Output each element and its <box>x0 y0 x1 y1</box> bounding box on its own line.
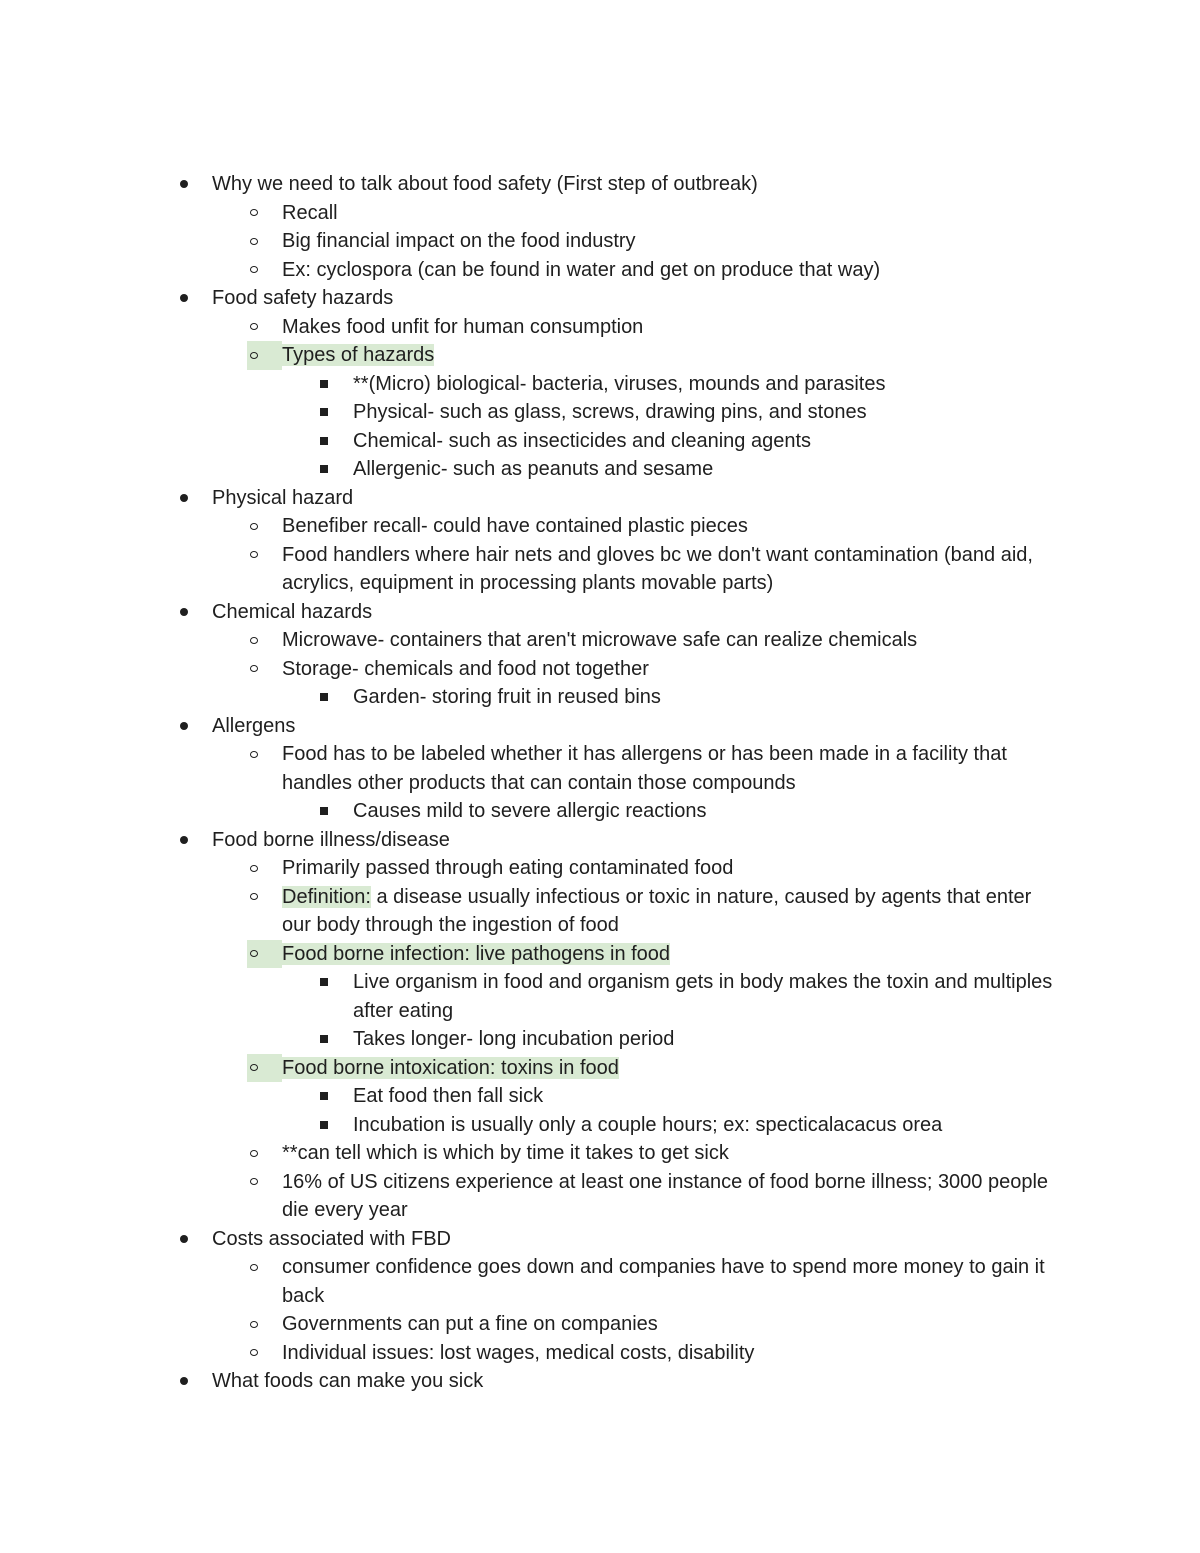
bullet-circle-icon <box>247 1054 282 1083</box>
list-item-text: Microwave- containers that aren't microwave safe can realize chemicals <box>282 629 918 651</box>
list-item <box>0 683 1200 712</box>
list-item <box>0 854 1200 883</box>
highlighted-term: Definition: <box>282 885 371 908</box>
list-item <box>0 455 1200 484</box>
list-item <box>0 227 1200 256</box>
list-item-text: Causes mild to severe allergic reactions <box>353 800 707 822</box>
bullet-dot-icon <box>174 712 194 741</box>
bullet-dot-icon <box>174 284 194 313</box>
bullet-dot-icon <box>174 170 194 199</box>
list-item <box>0 370 1200 399</box>
list-item <box>0 598 1200 627</box>
list-item-text: Food borne intoxication: toxins in food <box>282 1056 619 1079</box>
bullet-square-icon <box>314 1082 334 1111</box>
list-item-text: Physical hazard <box>212 486 354 509</box>
list-item-text: Benefiber recall- could have contained plastic pieces <box>282 515 748 537</box>
bullet-square-icon <box>314 427 334 456</box>
list-item-text: Chemical hazards <box>212 600 373 623</box>
list-item <box>0 1168 1200 1225</box>
list-item-text: Governments can put a fine on companies <box>282 1313 658 1335</box>
list-item-text: Food has to be labeled whether it has allergens or has been made in a facility that handles other products that can contain those compounds <box>282 743 1007 794</box>
list-item <box>0 1367 1200 1396</box>
list-item-text: Garden- storing fruit in reused bins <box>353 686 661 708</box>
list-item <box>0 284 1200 313</box>
bullet-square-icon <box>314 1025 334 1054</box>
list-item <box>0 427 1200 456</box>
list-item <box>0 797 1200 826</box>
list-item-text: consumer confidence goes down and companies have to spend more money to gain it back <box>282 1256 1045 1307</box>
bullet-square-icon <box>314 968 334 997</box>
list-item <box>0 313 1200 342</box>
bullet-square-icon <box>314 797 334 826</box>
list-item <box>0 740 1200 797</box>
bullet-dot-icon <box>174 598 194 627</box>
list-item-text: Food borne illness/disease <box>212 828 450 851</box>
list-item <box>0 1139 1200 1168</box>
list-item-text: Costs associated with FBD <box>212 1227 451 1250</box>
list-item <box>0 826 1200 855</box>
list-item <box>0 626 1200 655</box>
list-item <box>0 170 1200 199</box>
list-item-text: Live organism in food and organism gets in body makes the toxin and multiples after eating <box>353 971 1053 1022</box>
list-item <box>0 883 1200 940</box>
bullet-square-icon <box>314 683 334 712</box>
list-item-text: **(Micro) biological- bacteria, viruses, mounds and parasites <box>353 372 886 395</box>
bullet-circle-icon <box>244 1139 264 1168</box>
list-item-text: Food borne infection: live pathogens in food <box>282 942 671 965</box>
list-item <box>0 398 1200 427</box>
list-item-text: Big financial impact on the food industry <box>282 230 636 252</box>
list-item-text: Takes longer- long incubation period <box>353 1028 675 1050</box>
list-item-text: Primarily passed through eating contaminated food <box>282 857 734 879</box>
list-item-text: Storage- chemicals and food not together <box>282 657 649 680</box>
list-item <box>0 655 1200 684</box>
list-item-text: Recall <box>282 201 338 224</box>
bullet-square-icon <box>314 455 334 484</box>
list-item <box>0 1310 1200 1339</box>
bullet-circle-icon <box>244 227 264 256</box>
list-item-text: Types of hazards <box>282 344 435 366</box>
bullet-square-icon <box>314 398 334 427</box>
bullet-circle-icon <box>244 1168 264 1197</box>
bullet-circle-icon <box>244 1310 264 1339</box>
bullet-circle-icon <box>244 199 264 228</box>
bullet-circle-icon <box>244 1339 264 1368</box>
bullet-circle-icon <box>244 626 264 655</box>
list-item <box>0 512 1200 541</box>
list-item <box>0 1025 1200 1054</box>
bullet-circle-icon <box>244 655 264 684</box>
list-item-text: Incubation is usually only a couple hours; ex: specticalacacus orea <box>353 1113 943 1136</box>
bullet-circle-icon <box>244 854 264 883</box>
list-item <box>0 968 1200 1025</box>
list-item-text: Ex: cyclospora (can be found in water and get on produce that way) <box>282 258 881 281</box>
list-item-text: a disease usually infectious or toxic in nature, caused by agents that enter our body through the ingestion of food <box>282 885 1032 936</box>
list-item-text: Physical- such as glass, screws, drawing pins, and stones <box>353 401 867 423</box>
bullet-circle-icon <box>247 940 282 969</box>
list-item <box>0 1225 1200 1254</box>
list-item-text: 16% of US citizens experience at least one instance of food borne illness; 3000 people die every year <box>282 1170 1049 1221</box>
document-body <box>0 170 1200 1396</box>
bullet-square-icon <box>314 1111 334 1140</box>
bullet-circle-icon <box>244 541 264 570</box>
list-item <box>0 1339 1200 1368</box>
bullet-dot-icon <box>174 484 194 513</box>
list-item <box>0 256 1200 285</box>
list-item <box>0 1253 1200 1310</box>
list-item-text: Food handlers where hair nets and gloves bc we don't want contamination (band aid, acrylics, equipment in processing plants movable parts) <box>282 543 1033 594</box>
list-item-text: Allergens <box>212 714 296 737</box>
bullet-circle-icon <box>244 883 264 912</box>
bullet-dot-icon <box>174 1367 194 1396</box>
list-item-text: Individual issues: lost wages, medical costs, disability <box>282 1341 755 1364</box>
list-item-text: Food safety hazards <box>212 287 394 309</box>
list-item <box>0 712 1200 741</box>
bullet-square-icon <box>314 370 334 399</box>
list-item-text: Makes food unfit for human consumption <box>282 315 644 338</box>
bullet-circle-icon <box>247 341 282 370</box>
list-item-text: Allergenic- such as peanuts and sesame <box>353 458 714 480</box>
bullet-circle-icon <box>244 1253 264 1282</box>
bullet-circle-icon <box>244 512 264 541</box>
list-item <box>0 541 1200 598</box>
list-item-text: Chemical- such as insecticides and cleaning agents <box>353 429 812 452</box>
list-item <box>0 1054 1200 1083</box>
list-item <box>0 1111 1200 1140</box>
bullet-circle-icon <box>244 740 264 769</box>
list-item-text: Eat food then fall sick <box>353 1085 544 1107</box>
bullet-circle-icon <box>244 313 264 342</box>
bullet-dot-icon <box>174 1225 194 1254</box>
list-item-text: **can tell which is which by time it takes to get sick <box>282 1142 729 1164</box>
list-item <box>0 341 1200 370</box>
list-item <box>0 199 1200 228</box>
list-item <box>0 1082 1200 1111</box>
list-item <box>0 484 1200 513</box>
list-item <box>0 940 1200 969</box>
list-item-text: What foods can make you sick <box>212 1370 484 1392</box>
list-item-text: Why we need to talk about food safety (First step of outbreak) <box>212 173 758 195</box>
bullet-circle-icon <box>244 256 264 285</box>
bullet-dot-icon <box>174 826 194 855</box>
